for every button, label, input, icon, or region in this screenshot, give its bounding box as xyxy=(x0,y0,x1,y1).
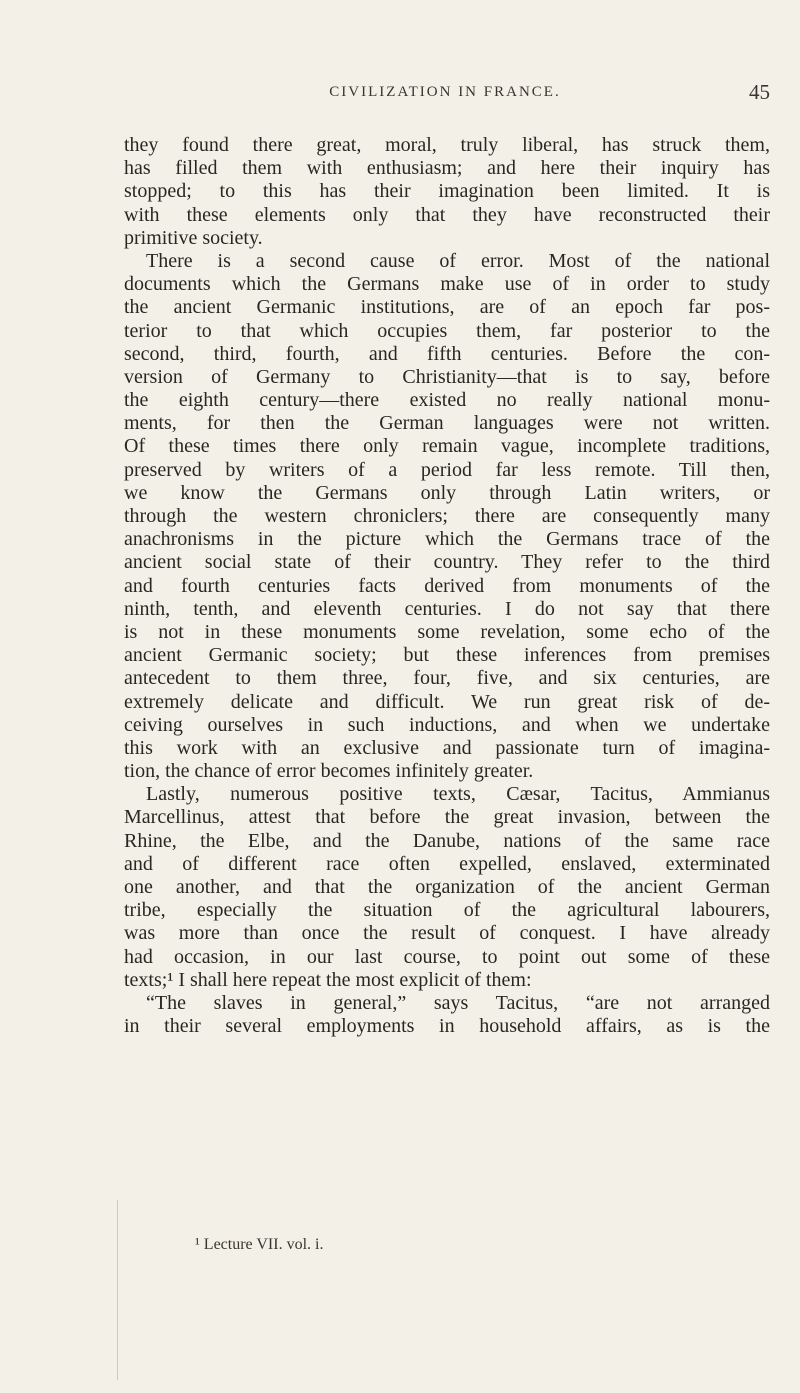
paragraph-start-line: “The slaves in general,” says Tacitus, “are not arranged xyxy=(146,991,770,1014)
running-head xyxy=(120,80,770,110)
text-line: primitive society. xyxy=(124,226,263,249)
paragraph-start-line: Lastly, numerous positive texts, Cæsar, Tacitus, Ammianus xyxy=(146,783,770,806)
body-text xyxy=(124,134,770,1038)
footnote: ¹ Lecture VII. vol. i. xyxy=(195,1236,324,1253)
text-line: ancient Germanic society; but these inferences from premises xyxy=(124,644,770,667)
text-line: ments, for then the German languages were not written. xyxy=(124,412,770,435)
page-number: 45 xyxy=(749,80,770,104)
text-line: was more than once the result of conquest. I have already xyxy=(124,922,770,945)
text-line: Rhine, the Elbe, and the Danube, nations of the same race xyxy=(124,829,770,852)
text-line: with these elements only that they have reconstructed their xyxy=(124,203,770,226)
text-line: stopped; to this has their imagination been limited. It is xyxy=(124,180,770,203)
text-line: preserved by writers of a period far less remote. Till then, xyxy=(124,458,770,481)
text-line: they found there great, moral, truly liberal, has struck them, xyxy=(124,134,770,156)
page-edge-shadow xyxy=(117,1200,118,1380)
text-line: this work with an exclusive and passionate turn of imagina- xyxy=(124,736,770,759)
text-line: through the western chroniclers; there are consequently many xyxy=(124,505,770,527)
text-line: version of Germany to Christianity—that is to say, before xyxy=(124,365,770,388)
text-line: had occasion, in our last course, to point out some of these xyxy=(124,945,770,968)
running-title: CIVILIZATION IN FRANCE. xyxy=(329,84,561,100)
text-line: extremely delicate and difficult. We run great risk of de- xyxy=(124,690,770,713)
text-line: antecedent to them three, four, five, and six centuries, are xyxy=(124,667,770,690)
text-line: and fourth centuries facts derived from monuments of the xyxy=(124,574,770,597)
text-line: we know the Germans only through Latin writers, or xyxy=(124,481,770,504)
text-line: has filled them with enthusiasm; and here their inquiry has xyxy=(124,157,770,180)
text-line: ancient social state of their country. They refer to the third xyxy=(124,551,770,574)
text-line: texts;¹ I shall here repeat the most explicit of them: xyxy=(124,968,532,991)
text-line: the eighth century—there existed no really national monu- xyxy=(124,389,770,412)
text-line: one another, and that the organization of the ancient German xyxy=(124,876,770,898)
paragraph-start-line: There is a second cause of error. Most of the national xyxy=(146,249,770,272)
text-line: and of different race often expelled, enslaved, exterminated xyxy=(124,852,770,875)
text-line: terior to that which occupies them, far posterior to the xyxy=(124,319,770,342)
text-line: ninth, tenth, and eleventh centuries. I do not say that there xyxy=(124,597,770,620)
text-line: tion, the chance of error becomes infinitely greater. xyxy=(124,760,534,783)
text-line: the ancient Germanic institutions, are of an epoch far pos- xyxy=(124,296,770,319)
text-line: is not in these monuments some revelation, some echo of the xyxy=(124,620,770,643)
text-line: documents which the Germans make use of in order to study xyxy=(124,273,770,296)
text-line: Of these times there only remain vague, incomplete traditions, xyxy=(124,435,770,458)
text-line: ceiving ourselves in such inductions, and when we undertake xyxy=(124,713,770,736)
text-line: tribe, especially the situation of the agricultural labourers, xyxy=(124,899,770,922)
text-line: anachronisms in the picture which the Germans trace of the xyxy=(124,528,770,551)
text-line: Marcellinus, attest that before the great invasion, between the xyxy=(124,806,770,829)
text-line: in their several employments in household affairs, as is the xyxy=(124,1015,770,1038)
text-line: second, third, fourth, and fifth centuries. Before the con- xyxy=(124,342,770,365)
